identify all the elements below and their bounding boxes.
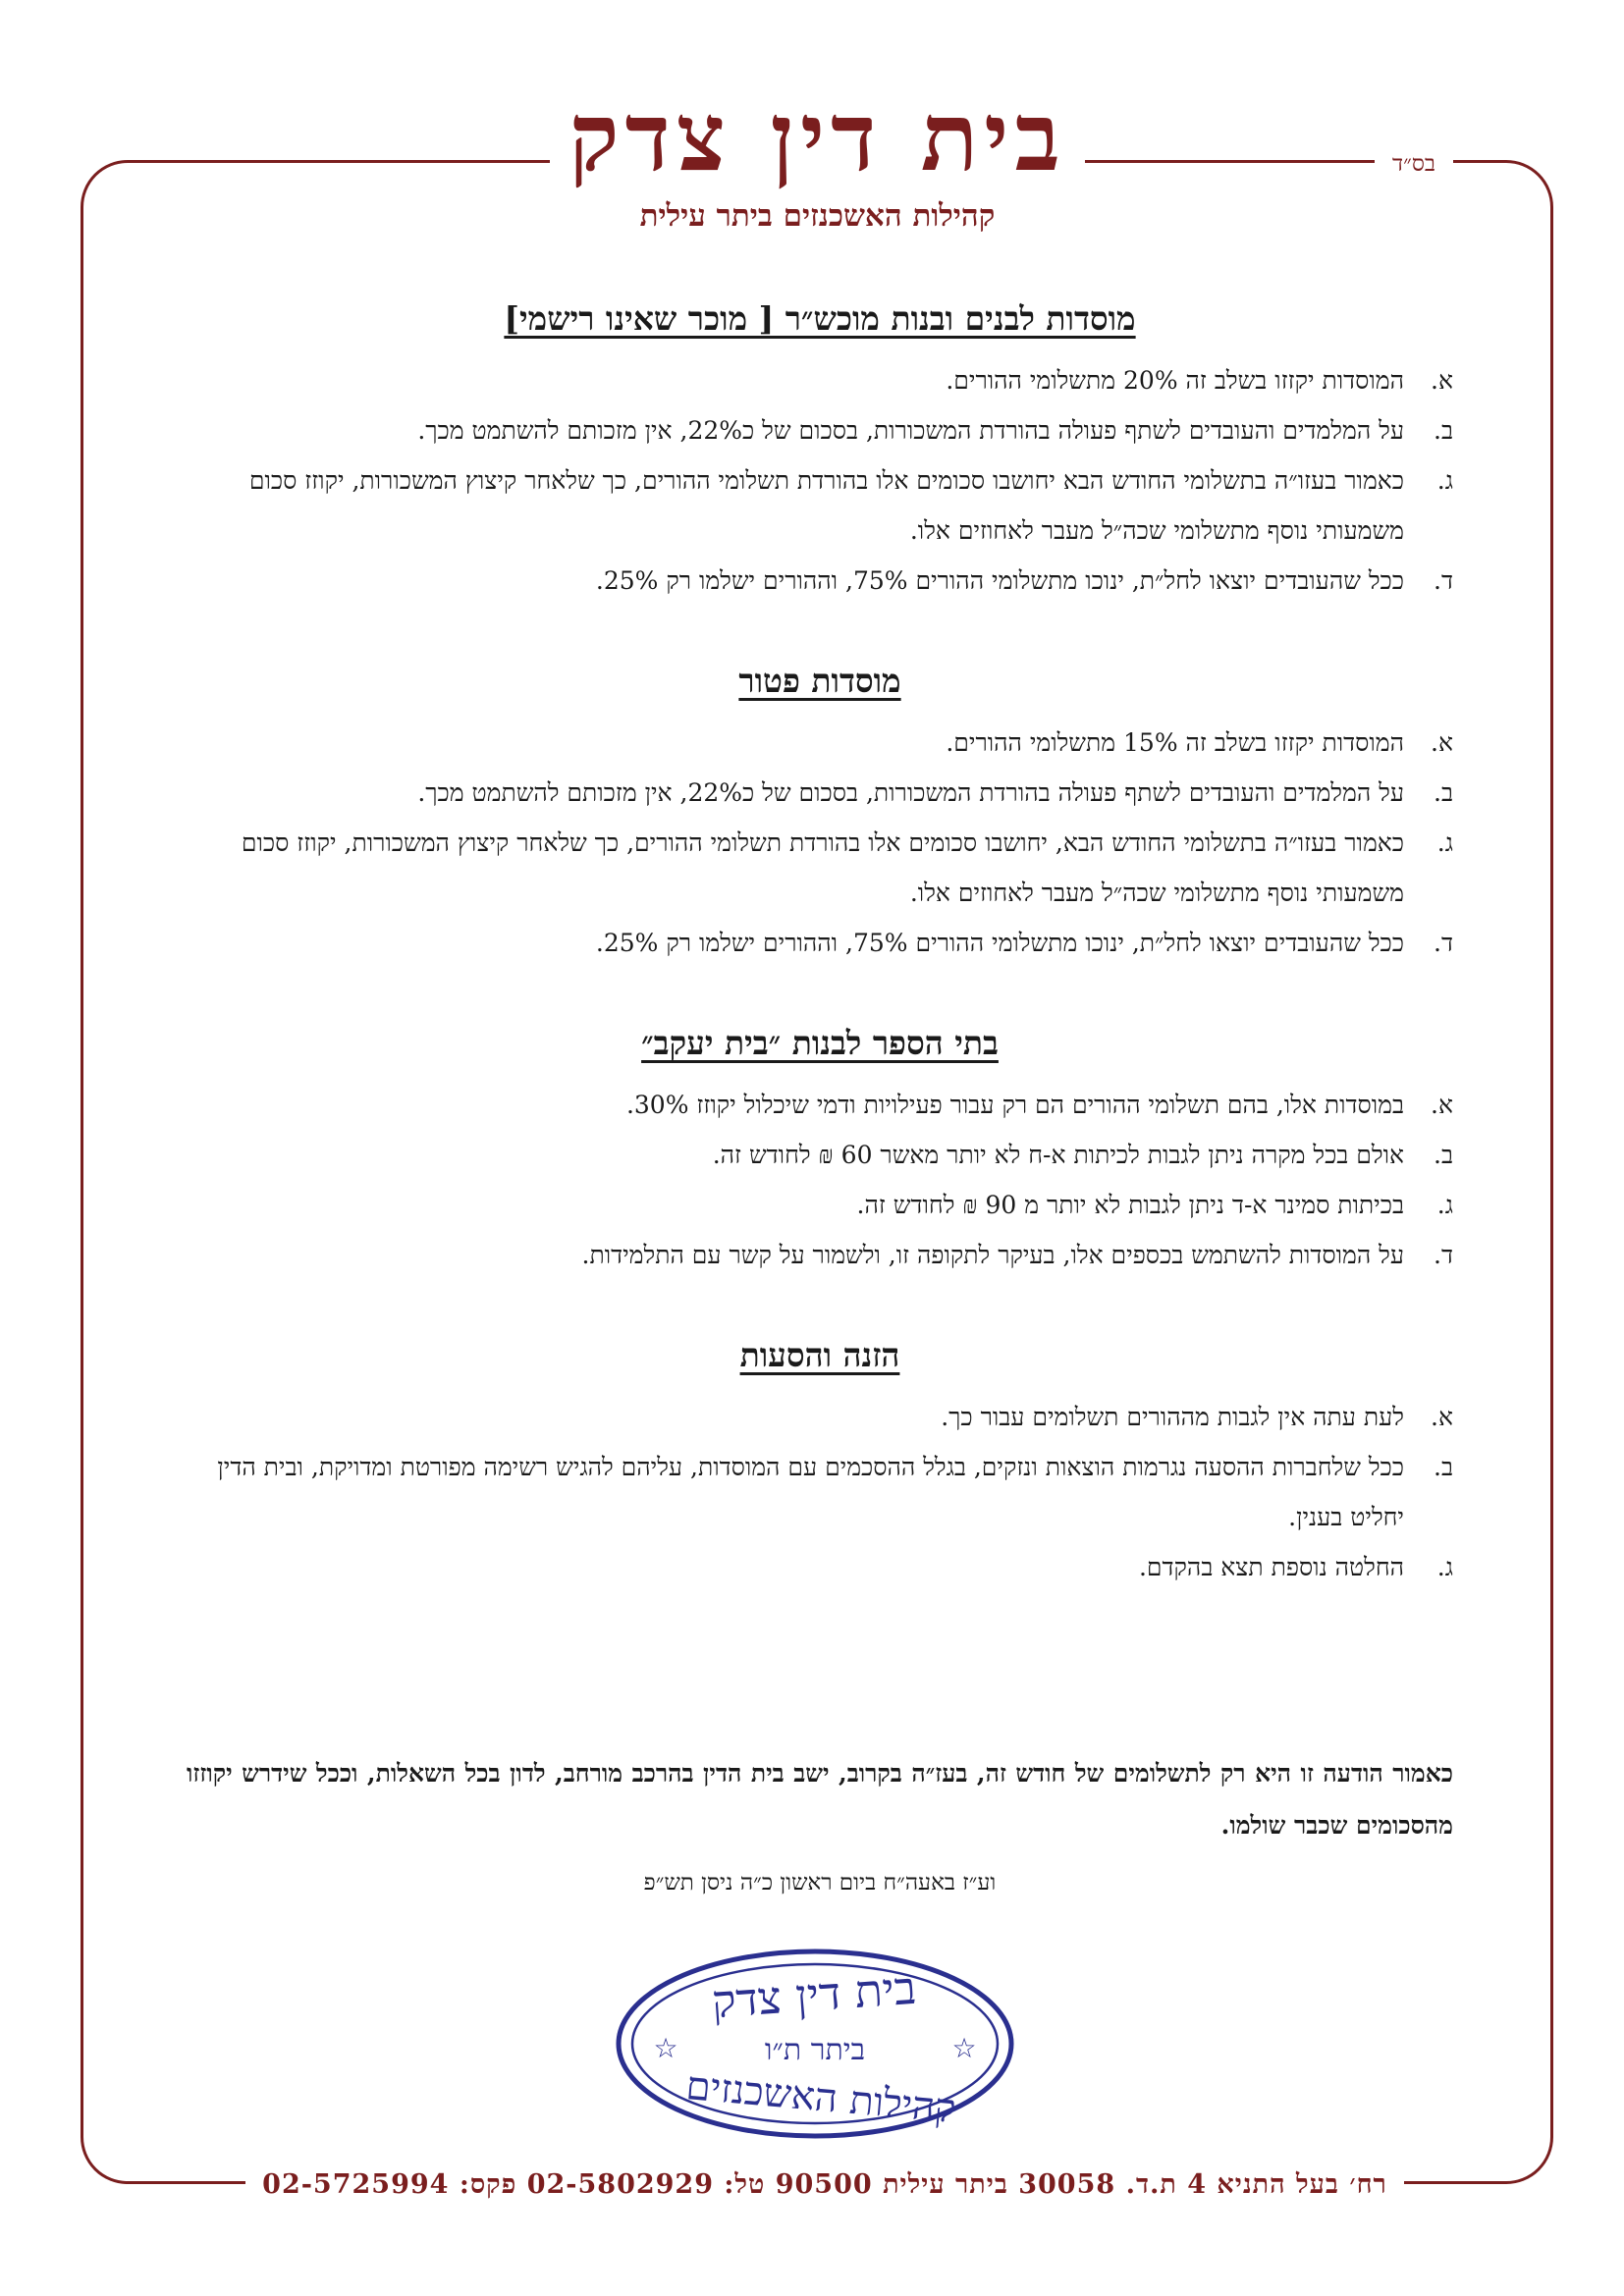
stamp-line-1: בית דין צדק bbox=[710, 1960, 918, 2029]
letterhead-header bbox=[550, 79, 1085, 245]
court-stamp bbox=[609, 1944, 1021, 2145]
section-beit-yaakov bbox=[187, 1019, 1453, 1280]
item-letter: א. bbox=[1431, 366, 1453, 395]
list-item bbox=[187, 1230, 1453, 1280]
court-subtitle: קהילות האשכנזים ביתר עילית bbox=[639, 198, 996, 234]
list-item bbox=[187, 1180, 1453, 1230]
item-letter: ב. bbox=[1434, 1453, 1453, 1481]
footer-address: רח׳ בעל התניא 4 ת.ד. 30058 ביתר עילית 90500 טל: 02-5802929 פקס: 02-5725994 bbox=[245, 2162, 1404, 2209]
item-letter: ב. bbox=[1434, 1141, 1453, 1169]
item-text: כאמור בעזו״ה בתשלומי החודש הבא, יחושבו סכומים אלו בהורדת תשלומי ההורים, כך שלאחר קיצוץ המשכורות, יקוזז סכום משמעותי נוסף מתשלומי שכה״ל מעבר לאחוזים אלו. bbox=[241, 828, 1404, 907]
item-text: ככל שהעובדים יוצאו לחל״ת, ינוכו מתשלומי ההורים 75%, וההורים ישלמו רק 25%. bbox=[595, 929, 1404, 957]
item-text: אולם בכל מקרה ניתן לגבות לכיתות א-ח לא יותר מאשר 60 ₪ לחודש זה. bbox=[712, 1141, 1404, 1169]
item-text: המוסדות יקזזו בשלב זה 15% מתשלומי ההורים. bbox=[946, 728, 1404, 757]
item-text: במוסדות אלו, בהם תשלומי ההורים הם רק עבור פעילויות ודמי שיכלול יקוזז 30%. bbox=[625, 1091, 1404, 1119]
item-letter: ד. bbox=[1434, 566, 1453, 595]
section-title: מוסדות פטור bbox=[738, 662, 901, 700]
list-item bbox=[187, 718, 1453, 768]
item-text: ככל שלחברות ההסעה נגרמות הוצאות ונזקים, בגלל ההסכמים עם המוסדות, עליהם להגיש רשימה מפורטת ומדויקת, ובית הדין יחליט בענין. bbox=[217, 1453, 1404, 1531]
list-item bbox=[187, 1080, 1453, 1130]
list-item bbox=[187, 918, 1453, 968]
list-item bbox=[187, 1130, 1453, 1180]
item-text: כאמור בעזו״ה בתשלומי החודש הבא יחושבו סכומים אלו בהורדת תשלומי ההורים, כך שלאחר קיצוץ המשכורות, יקוזז סכום משמעותי נוסף מתשלומי שכה״ל מעבר לאחוזים אלו. bbox=[248, 466, 1404, 545]
item-letter: ב. bbox=[1434, 416, 1453, 445]
section-title: בתי הספר לבנות ״בית יעקב״ bbox=[641, 1024, 999, 1062]
list-item bbox=[187, 405, 1453, 455]
item-text: על המלמדים והעובדים לשתף פעולה בהורדת המשכורות, בסכום של כ22%, אין מזכותם להשתמט מכך. bbox=[417, 778, 1404, 807]
item-text: החלטה נוספת תצא בהקדם. bbox=[1138, 1553, 1404, 1581]
item-letter: ג. bbox=[1436, 1553, 1453, 1581]
stamp-line-3: קהילות האשכנזים bbox=[683, 2063, 958, 2132]
section-hazana bbox=[187, 1331, 1453, 1592]
item-text: על המוסדות להשתמש בכספים אלו, בעיקר לתקופה זו, ולשמור על קשר עם התלמידות. bbox=[581, 1241, 1404, 1269]
list-item bbox=[187, 768, 1453, 818]
item-letter: ד. bbox=[1434, 929, 1453, 957]
list-item bbox=[187, 1542, 1453, 1592]
section-patur bbox=[187, 657, 1453, 968]
stamp-line-2: ביתר ת״ו bbox=[764, 2033, 866, 2067]
signature-date: וע״ז באעה״ח ביום ראשון כ״ה ניסן תש״פ bbox=[643, 1870, 997, 1896]
item-letter: ג. bbox=[1436, 828, 1453, 857]
court-title: בית דין צדק bbox=[568, 81, 1066, 192]
item-letter: ג. bbox=[1436, 466, 1453, 495]
document-body bbox=[187, 294, 1453, 1643]
item-text: ככל שהעובדים יוצאו לחל״ת, ינוכו מתשלומי ההורים 75%, וההורים ישלמו רק 25%. bbox=[595, 566, 1404, 595]
list-item bbox=[187, 556, 1453, 606]
list-item bbox=[187, 1392, 1453, 1442]
item-letter: א. bbox=[1431, 1091, 1453, 1119]
item-letter: ג. bbox=[1436, 1191, 1453, 1219]
section-title: מוסדות לבנים ובנות מוכש״ר [ מוכר שאינו רישמי] bbox=[504, 299, 1136, 338]
list-item bbox=[187, 1442, 1453, 1542]
item-letter: ב. bbox=[1434, 778, 1453, 807]
star-icon: ☆ bbox=[951, 2032, 977, 2064]
item-text: לעת עתה אין לגבות מההורים תשלומים עבור כך. bbox=[941, 1403, 1404, 1431]
closing-note: כאמור הודעה זו היא רק לתשלומים של חודש זה, בעז״ה בקרוב, ישב בית הדין בהרכב מורחב, לדון בכל השאלות, וככל שידרש יקוזזו מהסכומים שכבר שולמו. bbox=[187, 1759, 1454, 1840]
section-title: הזנה והסעות bbox=[739, 1336, 900, 1374]
list-item bbox=[187, 818, 1453, 918]
star-icon: ☆ bbox=[653, 2032, 678, 2064]
item-letter: א. bbox=[1431, 728, 1453, 757]
list-item bbox=[187, 355, 1453, 405]
item-letter: ד. bbox=[1434, 1241, 1453, 1269]
item-text: על המלמדים והעובדים לשתף פעולה בהורדת המשכורות, בסכום של כ22%, אין מזכותם להשתמט מכך. bbox=[417, 416, 1404, 445]
bsd-mark: בס״ד bbox=[1375, 149, 1453, 179]
item-text: המוסדות יקזזו בשלב זה 20% מתשלומי ההורים. bbox=[946, 366, 1404, 395]
item-text: בכיתות סמינר א-ד ניתן לגבות לא יותר מ 90 ₪ לחודש זה. bbox=[856, 1191, 1404, 1219]
section-mukashar bbox=[187, 294, 1453, 606]
item-letter: א. bbox=[1431, 1403, 1453, 1431]
list-item bbox=[187, 455, 1453, 556]
